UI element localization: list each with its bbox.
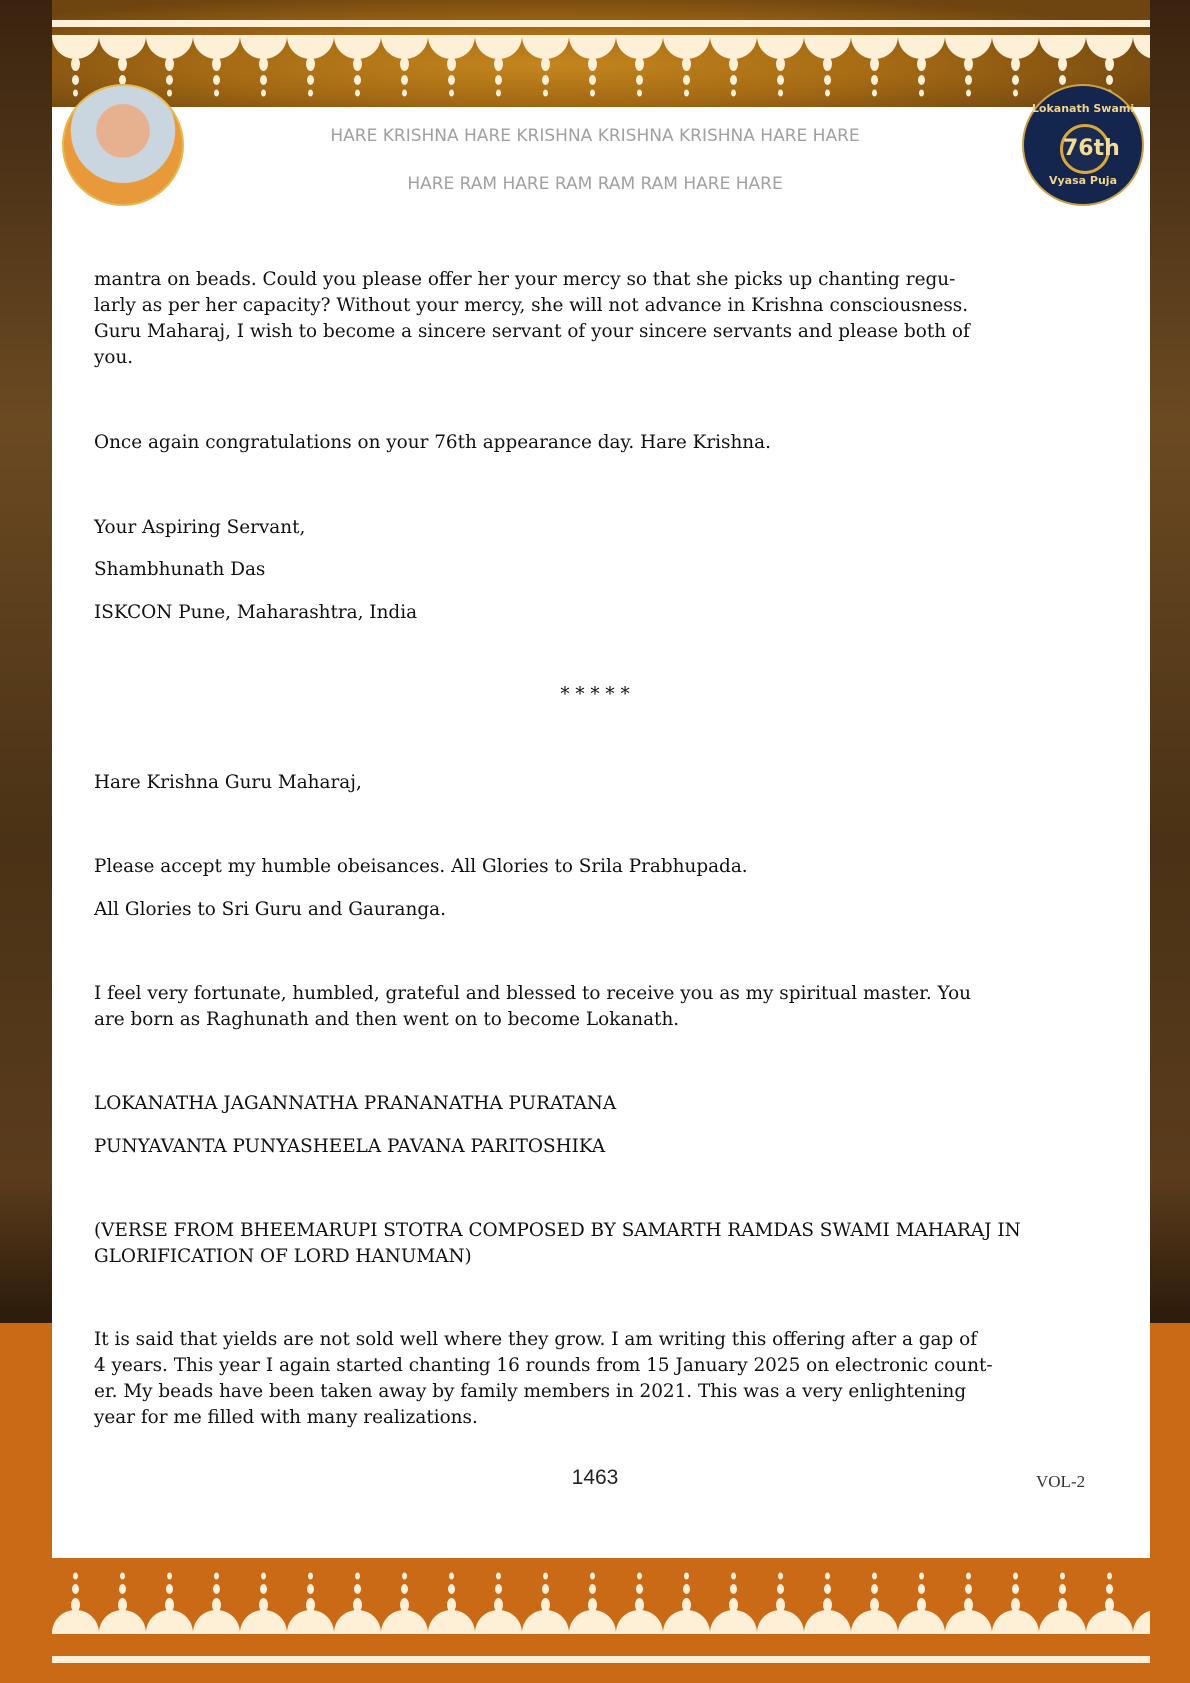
paragraph-mercy bbox=[94, 267, 970, 371]
section-separator: * * * * * bbox=[560, 684, 630, 705]
verse-line-2: PUNYAVANTA PUNYASHEELA PAVANA PARITOSHIKA bbox=[94, 1136, 606, 1157]
obeisances-line-2: All Glories to Sri Guru and Gauranga. bbox=[94, 899, 446, 920]
text-line: (VERSE FROM BHEEMARUPI STOTRA COMPOSED BY SAMARTH RAMDAS SWAMI MAHARAJ IN bbox=[94, 1220, 1021, 1241]
mantra-line-2: HARE RAM HARE RAM RAM RAM HARE HARE bbox=[407, 174, 783, 194]
text-line: mantra on beads. Could you please offer her your mercy so that she picks up chanting regu- bbox=[94, 269, 956, 290]
signoff-line: Your Aspiring Servant, bbox=[94, 517, 306, 538]
paragraph-yields bbox=[94, 1327, 993, 1431]
text-line: are born as Raghunath and then went on to become Lokanath. bbox=[94, 1009, 680, 1030]
text-line: I feel very fortunate, humbled, grateful and blessed to receive you as my spiritual master. You bbox=[94, 983, 972, 1004]
bottom-scallop-ornament bbox=[52, 1570, 1150, 1634]
verse-line-1: LOKANATHA JAGANNATHA PRANANATHA PURATANA bbox=[94, 1093, 617, 1114]
mantra-line-1: HARE KRISHNA HARE KRISHNA KRISHNA KRISHNA HARE HARE bbox=[330, 126, 860, 146]
text-line: Guru Maharaj, I wish to become a sincere servant of your sincere servants and please both of bbox=[94, 321, 970, 342]
bottom-border-bar bbox=[52, 1656, 1150, 1663]
text-line: you. bbox=[94, 347, 134, 368]
verse-note bbox=[94, 1218, 1021, 1270]
text-line: er. My beads have been taken away by family members in 2021. This was a very enlightening bbox=[94, 1381, 967, 1402]
badge-top-text: Lokanath Swami bbox=[1031, 102, 1135, 115]
signoff-name: Shambhunath Das bbox=[94, 559, 266, 580]
signoff-location: ISKCON Pune, Maharashtra, India bbox=[94, 602, 418, 623]
text-line: GLORIFICATION OF LORD HANUMAN) bbox=[94, 1246, 472, 1267]
top-border-bar bbox=[52, 20, 1150, 27]
text-line: 4 years. This year I again started chanting 16 rounds from 15 January 2025 on electronic count- bbox=[94, 1355, 993, 1376]
badge-bottom-text: Vyasa Puja bbox=[1049, 174, 1117, 187]
volume-label: VOL-2 bbox=[1036, 1472, 1086, 1491]
paragraph-fortunate bbox=[94, 981, 971, 1033]
page-number: 1463 bbox=[571, 1466, 619, 1489]
text-line: year for me filled with many realizations. bbox=[94, 1407, 478, 1428]
text-line: larly as per her capacity? Without your mercy, she will not advance in Krishna consciousness. bbox=[94, 295, 969, 316]
top-scallop-ornament bbox=[52, 35, 1150, 105]
paragraph-congratulations: Once again congratulations on your 76th appearance day. Hare Krishna. bbox=[94, 432, 771, 453]
text-line: It is said that yields are not sold well where they grow. I am writing this offering after a gap of bbox=[94, 1329, 978, 1350]
badge-number: 76th bbox=[1060, 124, 1110, 174]
obeisances-line-1: Please accept my humble obeisances. All Glories to Srila Prabhupada. bbox=[94, 856, 748, 877]
greeting: Hare Krishna Guru Maharaj, bbox=[94, 772, 362, 793]
